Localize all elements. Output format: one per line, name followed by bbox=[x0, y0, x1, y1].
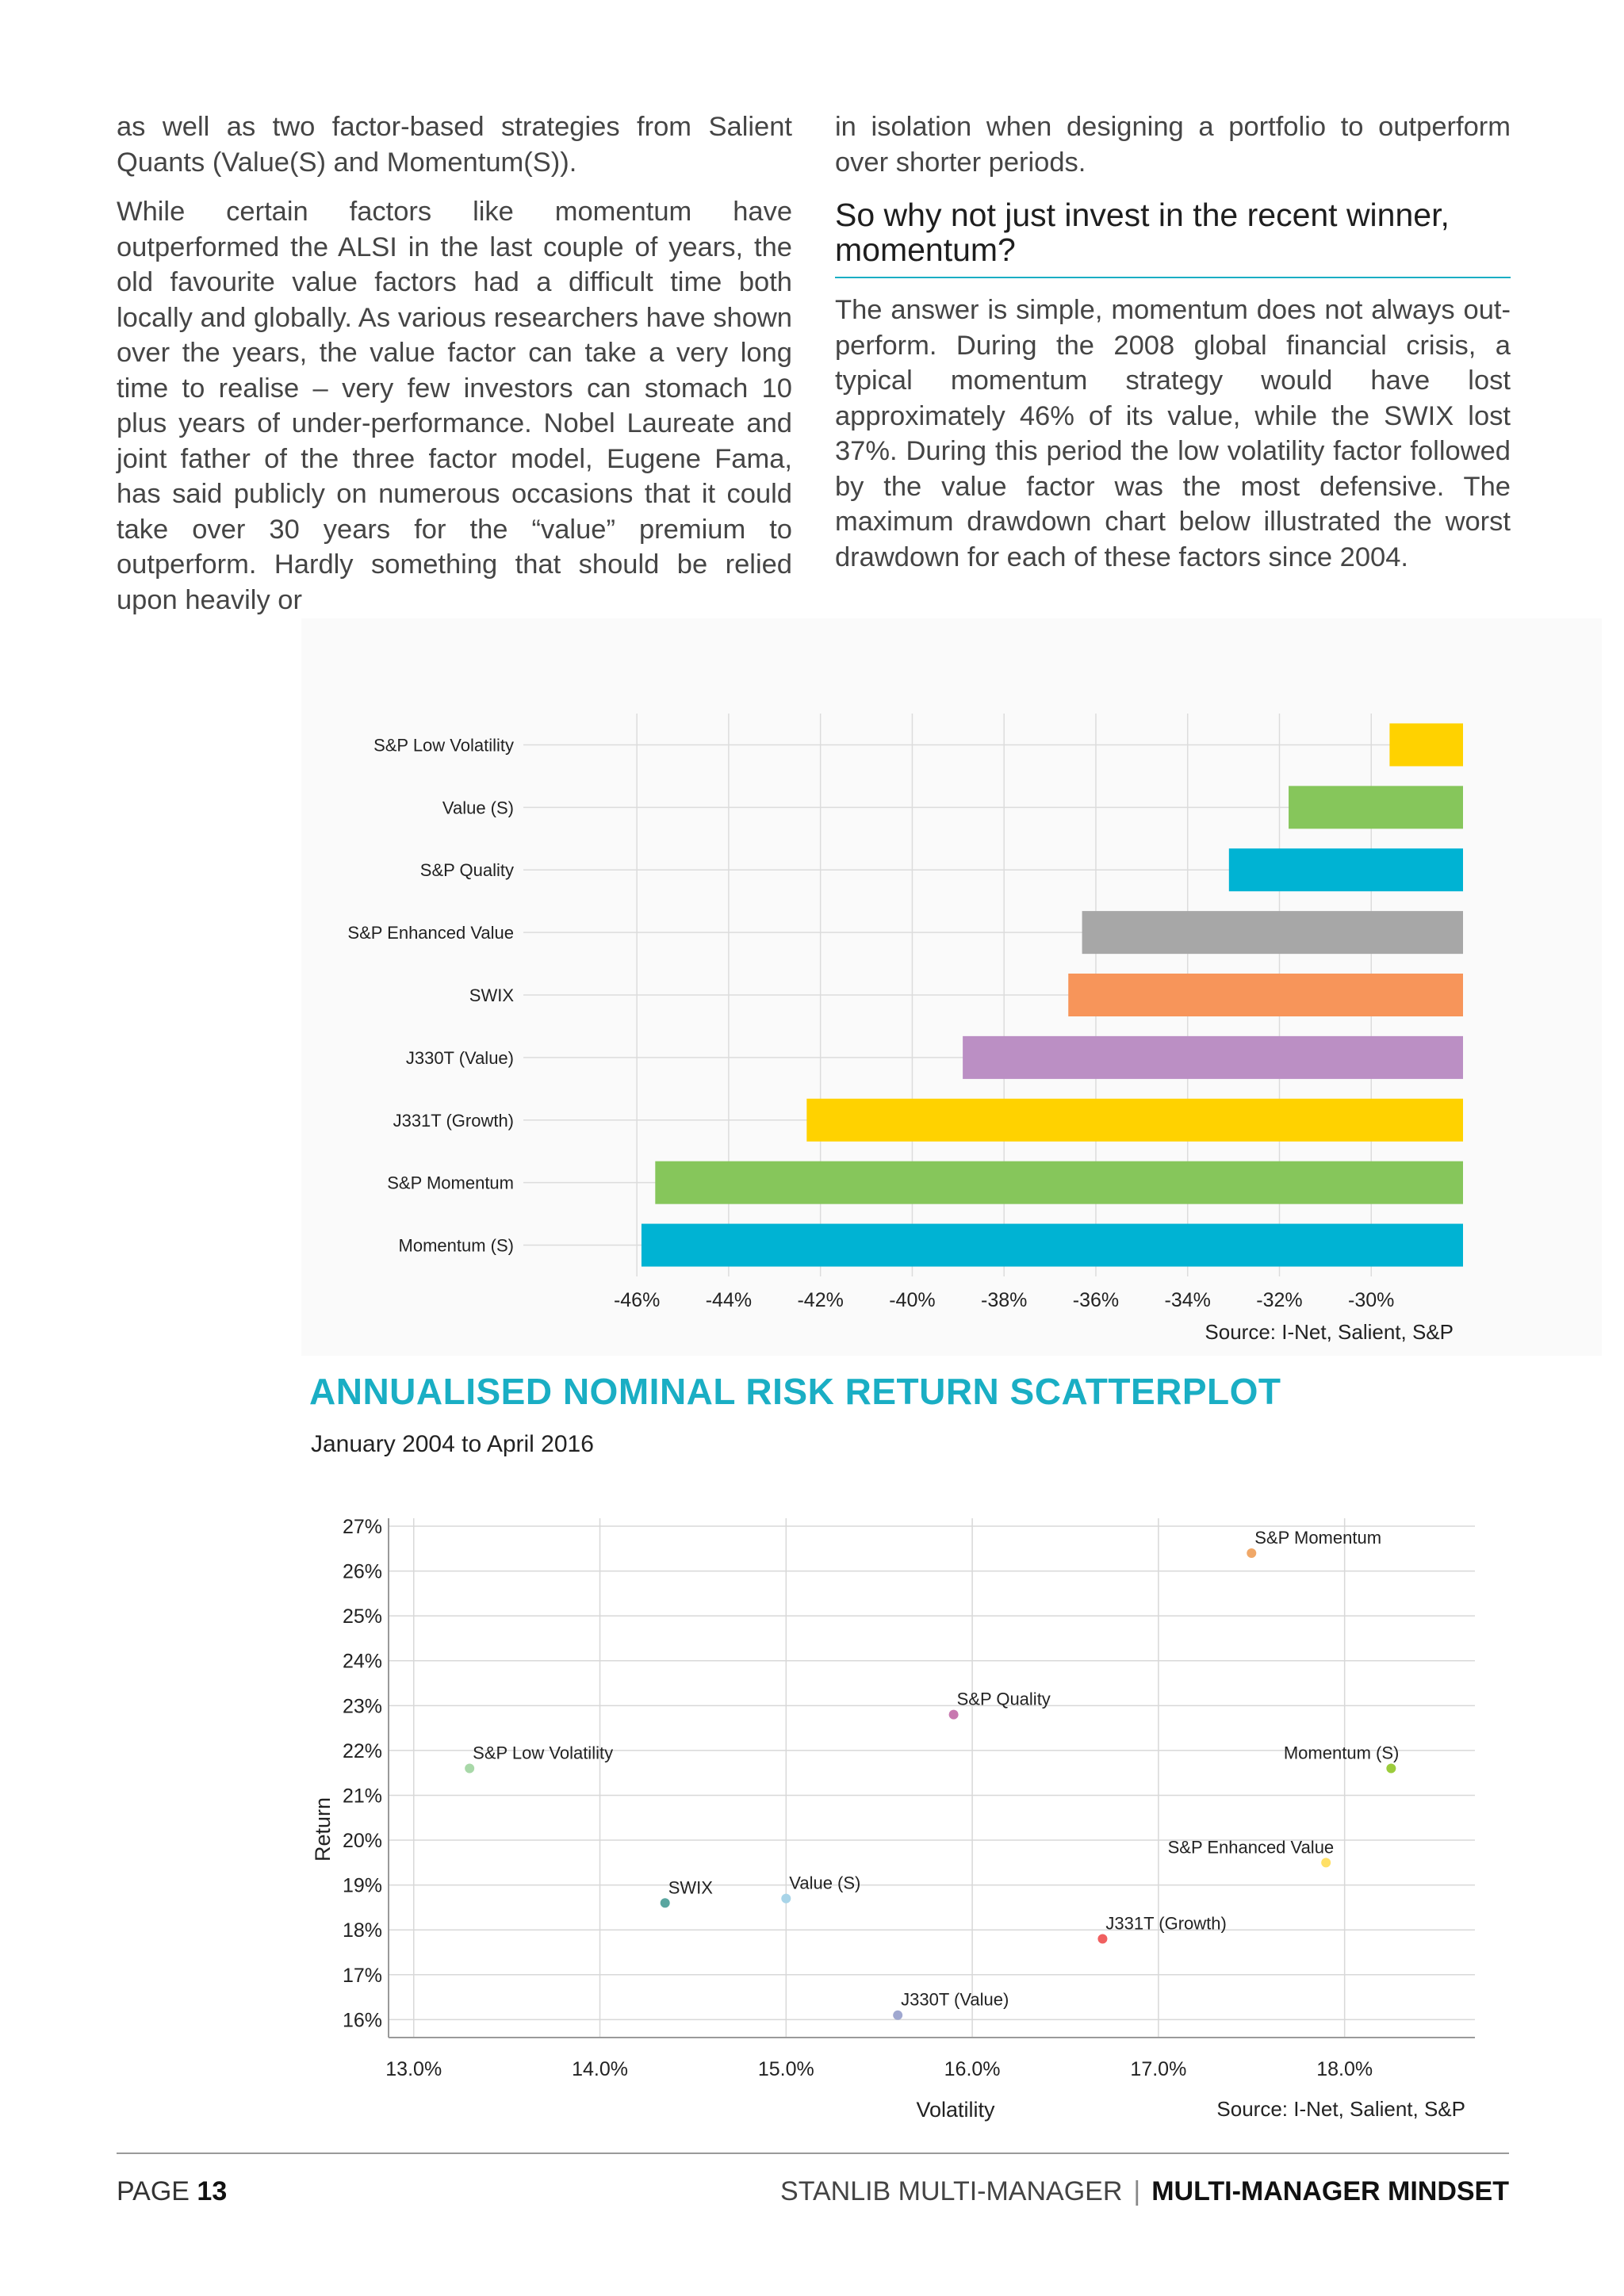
x-tick-label: -46% bbox=[613, 1289, 661, 1311]
point-label: SWIX bbox=[668, 1877, 713, 1898]
page-number: 13 bbox=[197, 2176, 228, 2206]
point-label: Momentum (S) bbox=[1283, 1743, 1400, 1763]
x-tick-label: -36% bbox=[1072, 1289, 1120, 1311]
bar bbox=[1082, 911, 1463, 954]
y-tick-label: 25% bbox=[342, 1605, 382, 1628]
x-axis-title: Volatility bbox=[916, 2098, 995, 2122]
y-tick-label: 27% bbox=[342, 1516, 382, 1538]
brand-right: MULTI-MANAGER MINDSET bbox=[1151, 2176, 1509, 2206]
bar bbox=[1289, 786, 1463, 828]
y-tick-label: 17% bbox=[342, 1964, 382, 1987]
brand-left: STANLIB MULTI-MANAGER bbox=[780, 2176, 1123, 2206]
scatter-chart-subtitle: January 2004 to April 2016 bbox=[311, 1431, 594, 1457]
brand-separator: | bbox=[1133, 2176, 1141, 2206]
x-tick-label: -40% bbox=[889, 1289, 936, 1311]
category-label: J331T (Growth) bbox=[393, 1110, 514, 1131]
right-intro: in isolation when designing a portfolio to outperform over shorter periods. bbox=[835, 112, 1511, 178]
left-column bbox=[117, 109, 792, 632]
point-label: Value (S) bbox=[789, 1873, 861, 1893]
x-tick-label: -44% bbox=[705, 1289, 753, 1311]
bar bbox=[1229, 848, 1463, 891]
scatter-chart-source: Source: I-Net, Salient, S&P bbox=[1216, 2097, 1465, 2121]
x-tick-label: 13.0% bbox=[385, 2058, 442, 2080]
x-tick-label: -38% bbox=[981, 1289, 1028, 1311]
left-paragraph-1: as well as two factor-based strategies from Salient Quants (Value(S) and Momentum(S)). bbox=[117, 112, 792, 178]
category-label: SWIX bbox=[469, 985, 514, 1005]
data-point bbox=[1097, 1934, 1107, 1944]
y-tick-label: 16% bbox=[342, 2009, 382, 2032]
y-tick-label: 18% bbox=[342, 1919, 382, 1942]
bar bbox=[655, 1161, 1463, 1204]
x-tick-label: 16.0% bbox=[944, 2058, 1001, 2080]
x-tick-label: -30% bbox=[1348, 1289, 1395, 1311]
bar bbox=[963, 1036, 1463, 1079]
data-point bbox=[893, 2011, 902, 2020]
y-axis-title: Return bbox=[311, 1797, 335, 1862]
point-label: J330T (Value) bbox=[901, 1989, 1009, 2010]
y-tick-label: 19% bbox=[342, 1874, 382, 1897]
data-point bbox=[1321, 1858, 1331, 1867]
drawdown-chart bbox=[301, 706, 1602, 1311]
footer-brand bbox=[780, 2176, 1509, 2207]
point-label: S&P Enhanced Value bbox=[1167, 1837, 1335, 1858]
right-body: The answer is simple, momentum does not always out-perform. During the 2008 global financial crisis, a typical momentum strategy would have lost approximately 46% of its value, while the SWIX lost 37%. During this period the low volatility factor followed by the value factor was the most defensive. The maximum drawdown chart below illustrated the worst drawdown for each of these factors since 2004. bbox=[835, 295, 1511, 572]
heading-underline bbox=[835, 277, 1511, 278]
point-label: S&P Low Volatility bbox=[473, 1743, 614, 1763]
x-tick-label: 15.0% bbox=[757, 2058, 814, 2080]
scatter-chart bbox=[301, 1490, 1507, 2122]
data-point bbox=[949, 1710, 959, 1720]
left-paragraph-2: While certain factors like momentum have outperformed the ALSI in the last couple of years, the old favourite value factors had a difficult time both locally and globally. As various researchers have shown over the years, the value factor can take a very long time to realise – very few investors can stomach 10 plus years of under-performance. Nobel Laureate and joint father of the three factor model, Eugene Fama, has said publicly on numerous occasions that it could take over 30 years for the “value” premium to outperform. Hardly something that should be relied upon heavily or bbox=[117, 197, 792, 615]
page-number-label bbox=[117, 2176, 227, 2207]
scatter-chart-title: ANNUALISED NOMINAL RISK RETURN SCATTERPLOT bbox=[309, 1371, 1281, 1412]
data-point bbox=[1247, 1548, 1256, 1558]
footer-rule bbox=[117, 2152, 1509, 2154]
y-tick-label: 20% bbox=[342, 1830, 382, 1853]
section-heading: So why not just invest in the recent winner, momentum? bbox=[835, 197, 1450, 268]
bar bbox=[806, 1099, 1463, 1142]
bar bbox=[1068, 974, 1463, 1016]
data-point bbox=[1386, 1764, 1396, 1774]
bar bbox=[1389, 723, 1463, 766]
data-point bbox=[465, 1764, 474, 1774]
y-tick-label: 23% bbox=[342, 1695, 382, 1718]
data-point bbox=[781, 1894, 791, 1904]
point-label: S&P Momentum bbox=[1254, 1527, 1382, 1548]
point-label: S&P Quality bbox=[956, 1689, 1051, 1709]
category-label: J330T (Value) bbox=[405, 1047, 514, 1068]
right-column bbox=[835, 109, 1511, 589]
y-tick-label: 24% bbox=[342, 1650, 382, 1673]
x-tick-label: 18.0% bbox=[1316, 2058, 1373, 2080]
y-tick-label: 22% bbox=[342, 1739, 382, 1762]
category-label: Momentum (S) bbox=[398, 1235, 514, 1256]
category-label: S&P Enhanced Value bbox=[347, 923, 514, 943]
category-label: Value (S) bbox=[442, 798, 514, 818]
x-tick-label: -42% bbox=[797, 1289, 844, 1311]
point-label: J331T (Growth) bbox=[1105, 1913, 1227, 1934]
x-tick-label: -32% bbox=[1256, 1289, 1303, 1311]
data-point bbox=[661, 1898, 670, 1908]
y-tick-label: 26% bbox=[342, 1560, 382, 1583]
drawdown-chart-source: Source: I-Net, Salient, S&P bbox=[1205, 1320, 1454, 1344]
bar bbox=[642, 1224, 1463, 1267]
page-prefix: PAGE bbox=[117, 2176, 190, 2206]
x-tick-label: 17.0% bbox=[1130, 2058, 1187, 2080]
x-tick-label: -34% bbox=[1164, 1289, 1211, 1311]
x-tick-label: 14.0% bbox=[572, 2058, 628, 2080]
category-label: S&P Quality bbox=[419, 860, 514, 881]
category-label: S&P Momentum bbox=[387, 1173, 514, 1193]
category-label: S&P Low Volatility bbox=[373, 735, 514, 756]
y-tick-label: 21% bbox=[342, 1785, 382, 1808]
